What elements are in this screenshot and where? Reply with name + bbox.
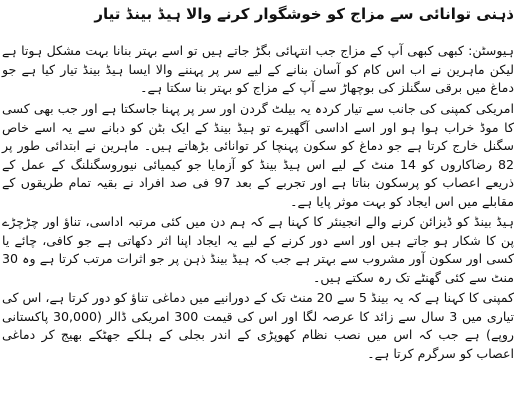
- article-headline: ذہنی توانائی سے مزاج کو خوشگوار کرنے والا ہیڈ بینڈ تیار: [94, 5, 514, 23]
- article-paragraph: ہیوسٹن: کبھی کبھی آپ کے مزاج جب انتہائی بگڑ جاتے ہیں تو اسے بہتر بنانا بہت مشکل ہوتا ہے لیکن ماہرین نے اب اس کام کو آسان بنانے کے لیے سر پر پہننے والا ایسا ہیڈ بینڈ تیار کیا ہے جو دماغ میں برقی سگنلز کی بوچھاڑ سے آپ کے مزاج کو بہتر بنا سکتا ہے۔: [2, 43, 514, 95]
- article-paragraph: کمپنی کا کہنا ہے کہ یہ بینڈ 5 سے 20 منٹ تک کے دورانیے میں دماغی تناؤ کو دور کرتا ہے، اس کی تیاری میں 3 سال سے زائد کا عرصہ لگا اور اس کی قیمت 300 امریکی ڈالر (30,000 پاکستانی روپے) ہے جب کہ اس میں نصب نظام کھوپڑی کے اندر بجلی کے ہلکے جھٹکے بھیج کر دماغی اعصاب کو سرگرم کرتا ہے۔: [2, 290, 514, 361]
- article-paragraph: ہیڈ بینڈ کو ڈیزائن کرنے والے انجینئر کا کہنا ہے کہ ہم دن میں کئی مرتبہ اداسی، تناؤ اور چڑچڑے پن کا شکار ہو جاتے ہیں اور اسے دور کرنے کے لیے یہ ایجاد اپنا اثر دکھاتی ہے جو کافی، چائے یا کسی اور سکون آور مشروب سے بہتر ہے جب کہ ہیڈ بینڈ ذہن پر جو اثرات مرتب کرتا ہے وہ 30 منٹ سے کئی گھنٹے تک رہ سکتے ہیں۔: [2, 214, 514, 285]
- article-paragraph: امریکی کمپنی کی جانب سے تیار کردہ یہ بیلٹ گردن اور سر پر پہنا جاسکتا ہے اور جب بھی کسی کا موڈ خراب ہوا ہو اور اسے اداسی آگھیرے تو ہیڈ بینڈ کے ایک بٹن کو دبانے سے یہ اسے خاص سگنل خارج کرتا ہے جو دماغ کو سکون پہنچا کر توانائی بڑھاتے ہیں۔ ماہرین نے ابتدائی طور پر 82 رضاکاروں کو 14 منٹ کے لیے اس ہیڈ بینڈ کو آزمایا جو کیمیائی نیوروسگنلنگ کے عمل کے ذریعے اعصاب کو پرسکون بناتا ہے اور تجربے کے بعد 97 فی صد افراد نے بقیہ تمام طریقوں کے مقابلے میں اس ایجاد کو بہت موثر پایا ہے۔: [2, 101, 514, 209]
